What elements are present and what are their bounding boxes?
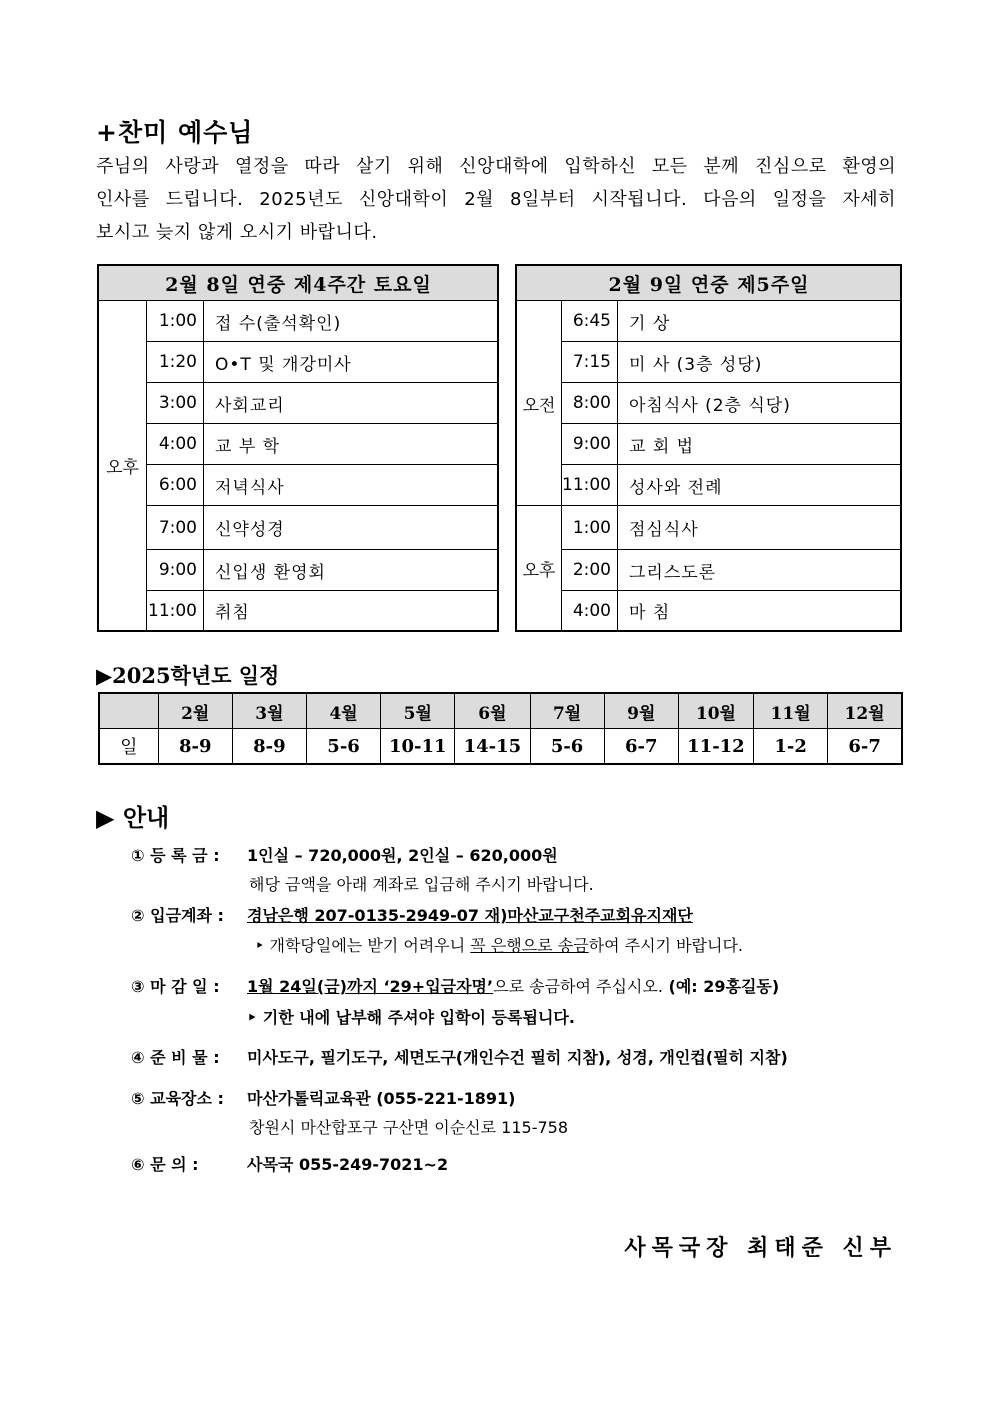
venue-item	[131, 1086, 515, 1109]
day-cell: 10-11	[381, 729, 455, 765]
corner-cell	[99, 693, 158, 729]
activity-cell: 교 부 학	[204, 424, 499, 465]
month-header: 4월	[306, 693, 380, 729]
time-cell: 6:00	[147, 465, 204, 506]
prep-text: 미사도구, 필기도구, 세면도구(개인수건 필히 지참), 성경, 개인컵(필히 지참)	[247, 1048, 788, 1067]
day-row-label: 일	[99, 729, 158, 765]
year-schedule-table	[98, 692, 903, 765]
venue-sub: 창원시 마산합포구 구산면 이순신로 115-758	[249, 1118, 569, 1137]
venue-text: 마산가톨릭교육관 (055-221-1891)	[247, 1089, 516, 1108]
time-cell: 11:00	[147, 591, 204, 631]
activity-cell: 기 상	[618, 301, 902, 342]
month-header: 7월	[530, 693, 604, 729]
time-cell: 2:00	[562, 550, 618, 591]
activity-cell: 신약성경	[204, 506, 499, 550]
day-cell: 5-6	[530, 729, 604, 765]
activity-cell: 아침식사 (2층 식당)	[618, 383, 902, 424]
month-header: 5월	[381, 693, 455, 729]
account-sub-underline: 꼭 은행으로 송금	[470, 936, 589, 955]
time-cell: 8:00	[562, 383, 618, 424]
deadline-sub: ‣ 기한 내에 납부해 주셔야 입학이 등록됩니다.	[247, 1008, 575, 1027]
day2-schedule-table	[516, 265, 902, 631]
activity-cell: 성사와 전례	[618, 465, 902, 506]
fee-item	[131, 843, 558, 866]
fee-sub: 해당 금액을 아래 계좌로 입금해 주시기 바랍니다.	[249, 875, 594, 894]
notice-title: ▶ 안내	[96, 804, 170, 832]
time-cell: 6:45	[562, 301, 618, 342]
day-cell: 8-9	[158, 729, 232, 765]
month-header: 11월	[754, 693, 828, 729]
time-cell: 9:00	[562, 424, 618, 465]
day-cell: 11-12	[678, 729, 753, 765]
contact-text: 사목국 055-249-7021~2	[247, 1155, 449, 1174]
activity-cell: 미 사 (3층 성당)	[618, 342, 902, 383]
activity-cell: 접 수(출석확인)	[204, 301, 499, 342]
account-text: 경남은행 207-0135-2949-07 재)마산교구천주교회유지재단	[247, 906, 693, 925]
fee-key: ① 등 록 금 :	[131, 846, 220, 865]
deadline-example: (예: 29홍길동)	[668, 977, 780, 996]
deadline-item	[131, 974, 779, 997]
day1-schedule-table	[98, 265, 499, 631]
deadline-underline: 1월 24일(금)까지 ‘29+입금자명’	[247, 977, 494, 996]
fee-text: 1인실 – 720,000원, 2인실 – 620,000원	[247, 846, 558, 865]
intro-line: 주님의 사랑과 열정을 따라 살기 위해 신앙대학에 입학하신 모든 분께 진심으로 환영의	[96, 156, 896, 177]
account-sub-pre: ‣ 개학당일에는 받기 어려우니	[255, 936, 471, 955]
day-cell: 5-6	[306, 729, 380, 765]
time-cell: 1:00	[147, 301, 204, 342]
day1-title: 2월 8일 연중 제4주간 토요일	[99, 266, 499, 301]
contact-item	[131, 1152, 448, 1175]
time-cell: 11:00	[562, 465, 618, 506]
month-header: 10월	[678, 693, 753, 729]
year-schedule-title: ▶2025학년도 일정	[96, 663, 280, 688]
time-cell: 3:00	[147, 383, 204, 424]
account-sub-post: 하여 주시기 바랍니다.	[588, 936, 744, 955]
time-cell: 9:00	[147, 550, 204, 591]
intro-paragraph	[96, 150, 896, 249]
time-cell: 1:00	[562, 506, 618, 550]
prep-key: ④ 준 비 물 :	[131, 1048, 220, 1067]
account-item	[131, 903, 693, 926]
time-cell: 4:00	[562, 591, 618, 631]
intro-line: 인사를 드립니다. 2025년도 신앙대학이 2월 8일부터 시작됩니다. 다음의 일정을 자세히	[96, 189, 896, 210]
deadline-post: 으로 송금하여 주십시오.	[493, 977, 663, 996]
greeting-heading: +찬미 예수님	[96, 118, 254, 147]
venue-key: ⑤ 교육장소 :	[131, 1089, 224, 1108]
time-cell: 1:20	[147, 342, 204, 383]
month-header: 12월	[828, 693, 902, 729]
contact-key: ⑥ 문 의 :	[131, 1155, 199, 1174]
period-label: 오전	[517, 301, 562, 506]
day-cell: 8-9	[232, 729, 306, 765]
day2-title: 2월 9일 연중 제5주일	[517, 266, 902, 301]
deadline-key: ③ 마 감 일 :	[131, 977, 220, 996]
month-header: 2월	[158, 693, 232, 729]
prep-item	[131, 1045, 788, 1068]
activity-cell: 저녁식사	[204, 465, 499, 506]
activity-cell: O•T 및 개강미사	[204, 342, 499, 383]
signature: 사목국장 최태준 신부	[624, 1236, 897, 1261]
account-sub	[255, 933, 743, 956]
time-cell: 7:15	[562, 342, 618, 383]
month-header: 3월	[232, 693, 306, 729]
activity-cell: 교 회 법	[618, 424, 902, 465]
intro-line: 보시고 늦지 않게 오시기 바랍니다.	[96, 222, 378, 243]
month-header: 6월	[455, 693, 530, 729]
activity-cell: 마 침	[618, 591, 902, 631]
time-cell: 7:00	[147, 506, 204, 550]
time-cell: 4:00	[147, 424, 204, 465]
activity-cell: 사회교리	[204, 383, 499, 424]
day-cell: 1-2	[754, 729, 828, 765]
day-cell: 14-15	[455, 729, 530, 765]
account-key: ② 입금계좌 :	[131, 906, 224, 925]
activity-cell: 그리스도론	[618, 550, 902, 591]
period-label: 오후	[517, 506, 562, 631]
day-cell: 6-7	[604, 729, 678, 765]
activity-cell: 신입생 환영회	[204, 550, 499, 591]
month-header: 9월	[604, 693, 678, 729]
day-cell: 6-7	[828, 729, 902, 765]
activity-cell: 점심식사	[618, 506, 902, 550]
activity-cell: 취침	[204, 591, 499, 631]
period-label: 오후	[99, 301, 147, 631]
